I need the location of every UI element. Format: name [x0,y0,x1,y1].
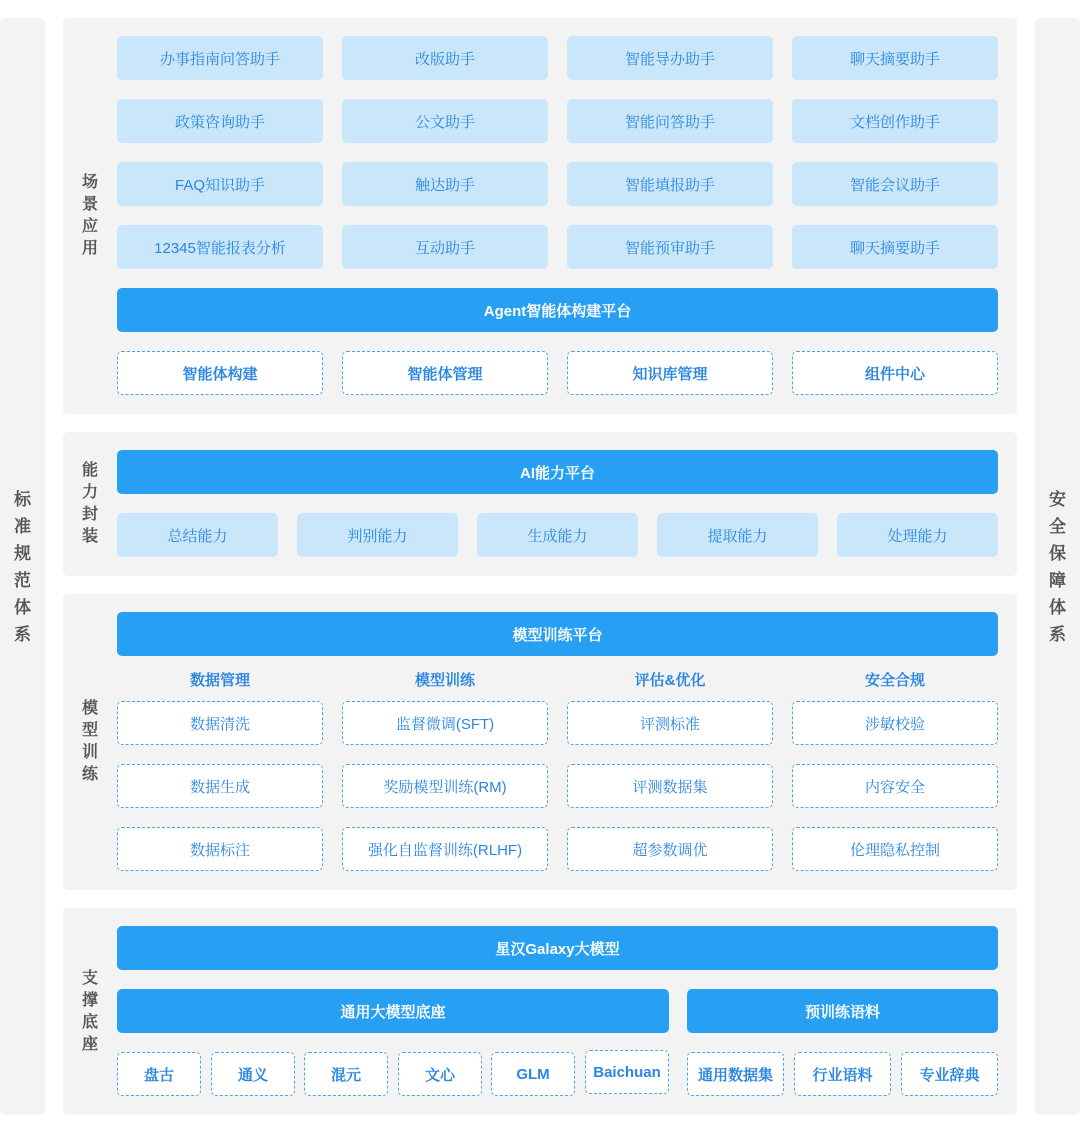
base-model-item[interactable]: Baichuan [585,1050,669,1094]
training-platform-bar[interactable]: 模型训练平台 [117,612,998,656]
training-item[interactable]: 评测数据集 [567,764,773,808]
scene-app[interactable]: 办事指南问答助手 [117,36,323,80]
training-item[interactable]: 超参数调优 [567,827,773,871]
column-header: 评估&优化 [634,672,706,689]
base-model-item[interactable]: 通义 [211,1052,295,1096]
training-item[interactable]: 数据生成 [117,764,323,808]
ability-item[interactable]: 总结能力 [117,513,278,557]
training-item[interactable]: 强化自监督训练(RLHF) [342,827,548,871]
scene-app[interactable]: 智能会议助手 [792,162,998,206]
column-header: 数据管理 [189,672,250,689]
support-label: 支撑底座 [81,970,98,1053]
agent-platform-bar[interactable]: Agent智能体构建平台 [117,288,998,332]
scene-app[interactable]: 智能预审助手 [567,225,773,269]
support-section [63,908,1017,1115]
base-model-bar[interactable]: 通用大模型底座 [117,989,669,1033]
column-header: 安全合规 [864,672,925,689]
training-item[interactable]: 奖励模型训练(RM) [342,764,548,808]
scene-app[interactable]: 政策咨询助手 [117,99,323,143]
security-label: 安全保障体系 [1049,489,1066,644]
base-model-item[interactable]: GLM [491,1052,575,1096]
training-item[interactable]: 评测标准 [567,701,773,745]
scene-app[interactable]: 12345智能报表分析 [117,225,323,269]
agent-module[interactable]: 知识库管理 [567,351,773,395]
scene-app[interactable]: 公文助手 [342,99,548,143]
training-item[interactable]: 数据标注 [117,827,323,871]
standards-column [0,18,45,1115]
agent-module[interactable]: 组件中心 [792,351,998,395]
training-item[interactable]: 监督微调(SFT) [342,701,548,745]
base-model-item[interactable]: 混元 [304,1052,388,1096]
scene-app[interactable]: 聊天摘要助手 [792,225,998,269]
column-header: 模型训练 [414,672,475,689]
training-label: 模型训练 [81,700,98,783]
training-item[interactable]: 内容安全 [792,764,998,808]
training-item[interactable]: 伦理隐私控制 [792,827,998,871]
scene-app[interactable]: 互动助手 [342,225,548,269]
corpus-bar[interactable]: 预训练语料 [687,989,998,1033]
ability-item[interactable]: 判别能力 [297,513,458,557]
scene-section [63,18,1017,414]
scene-app[interactable]: 改版助手 [342,36,548,80]
security-column [1035,18,1080,1115]
corpus-item[interactable]: 行业语料 [794,1052,891,1096]
ability-item[interactable]: 提取能力 [657,513,818,557]
ability-item[interactable]: 处理能力 [837,513,998,557]
training-item[interactable]: 数据清洗 [117,701,323,745]
training-section [63,594,1017,890]
scene-app[interactable]: 文档创作助手 [792,99,998,143]
ability-section [63,432,1017,576]
scene-app[interactable]: 智能导办助手 [567,36,773,80]
ability-label: 能力封装 [81,462,98,545]
scene-app[interactable]: FAQ知识助手 [117,162,323,206]
scene-app[interactable]: 触达助手 [342,162,548,206]
ai-platform-bar[interactable]: AI能力平台 [117,450,998,494]
scene-app[interactable]: 智能问答助手 [567,99,773,143]
corpus-item[interactable]: 通用数据集 [687,1052,784,1096]
agent-module[interactable]: 智能体管理 [342,351,548,395]
agent-module[interactable]: 智能体构建 [117,351,323,395]
ability-item[interactable]: 生成能力 [477,513,638,557]
corpus-item[interactable]: 专业辞典 [901,1052,998,1096]
base-model-item[interactable]: 文心 [398,1052,482,1096]
scene-app[interactable]: 聊天摘要助手 [792,36,998,80]
training-item[interactable]: 涉敏校验 [792,701,998,745]
scene-app[interactable]: 智能填报助手 [567,162,773,206]
standards-label: 标准规范体系 [14,489,31,644]
scene-label: 场景应用 [81,174,98,257]
base-model-item[interactable]: 盘古 [117,1052,201,1096]
galaxy-model-bar[interactable]: 星汉Galaxy大模型 [117,926,998,970]
